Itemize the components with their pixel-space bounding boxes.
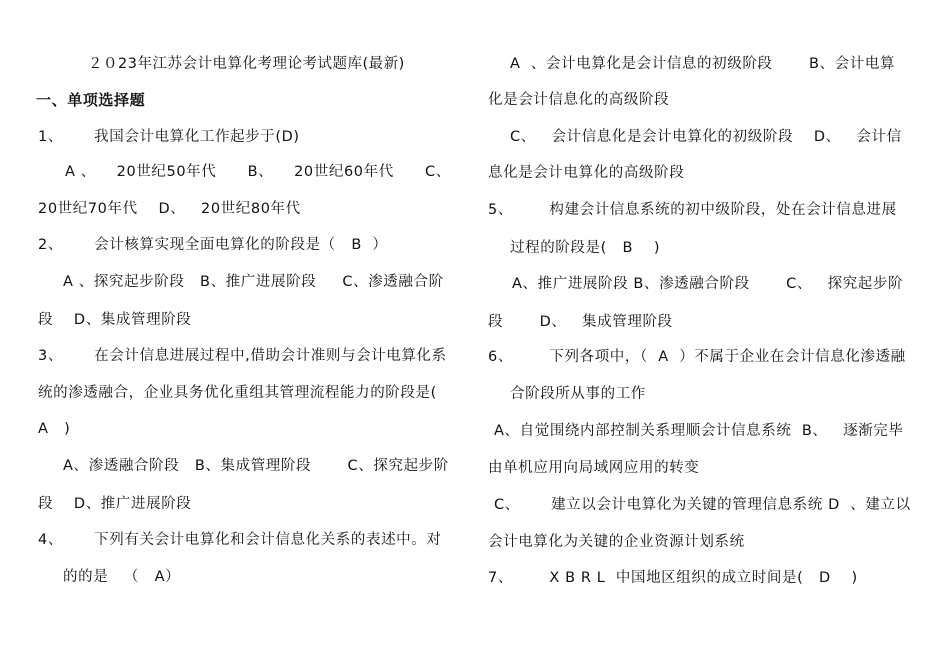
question-line: A ) [38,421,71,437]
question-line: A、推广进展阶段 B、渗透融合阶段 C、 探究起步阶 [512,276,904,292]
question-line: A、渗透融合阶段 B、集成管理阶段 C、探究起步阶 [63,458,449,474]
question-line: 段 D、 集成管理阶段 [488,314,673,330]
question-line: 20世纪70年代 D、 20世纪80年代 [38,201,301,217]
question-line: A 、探究起步阶段 B、推广进展阶段 C、渗透融合阶 [63,274,444,290]
question-line: 4、 下列有关会计电算化和会计信息化关系的表述中。对 [38,532,442,548]
question-line: 5、 构建会计信息系统的初中级阶段，处在会计信息进展 [488,202,897,218]
question-line: 2、 会计核算实现全面电算化的阶段是（ B ） [38,237,388,253]
question-line: 6、 下列各项中，（ A ）不属于企业在会计信息化渗透融 [488,349,906,365]
question-line: 的的是 （ A） [63,569,181,585]
question-line: A 、 20世纪50年代 B、 20世纪60年代 C、 [65,164,451,180]
question-line: 7、 X B R L 中国地区组织的成立时间是( D ) [488,570,858,586]
question-line: 化是会计信息化的高级阶段 [488,92,670,108]
question-line: A、自觉围绕内部控制关系理顺会计信息系统 B、 逐渐完毕 [494,423,904,439]
question-line: 统的渗透融合，企业具务优化重组其管理流程能力的阶段是( [38,385,437,401]
question-line: 段 D、推广进展阶段 [38,496,192,512]
question-line: 1、 我国会计电算化工作起步于(D) [38,129,300,145]
question-line: 息化是会计电算化的高级阶段 [488,165,685,181]
question-line: 合阶段所从事的工作 [510,386,646,402]
question-line: C、 会计信息化是会计电算化的初级阶段 D、 会计信 [510,129,902,145]
question-line: 由单机应用向局域网应用的转变 [488,460,700,476]
question-line: 过程的阶段是( B ) [510,240,661,256]
question-line: 会计电算化为关键的企业资源计划系统 [488,534,745,550]
question-line: 段 D、集成管理阶段 [38,312,192,328]
question-line: 3、 在会计信息进展过程中,借助会计准则与会计电算化系 [38,348,447,364]
question-line: C、 建立以会计电算化为关键的管理信息系统 D 、建立以 [494,497,911,513]
question-line: A 、会计电算化是会计信息的初级阶段 B、会计电算 [510,56,896,72]
document-title: ２０23年江苏会计电算化考理论考试题库(最新) [88,56,405,72]
section-heading: 一、单项选择题 [36,91,146,109]
